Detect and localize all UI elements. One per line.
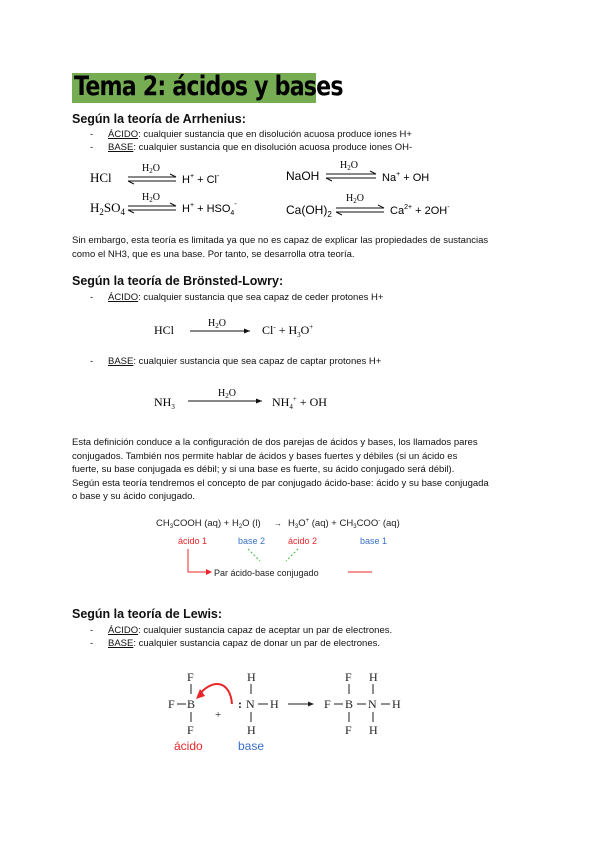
text-line: como el NH3, que es una base. Por tanto, se desarrolla otra teoría. — [72, 248, 355, 260]
text-line: o base y su ácido conjugado. — [72, 491, 196, 502]
base-definition: : cualquier sustancia capaz de donar un par de electrones. — [133, 638, 380, 649]
svg-text:H2O: $H_2O$ — [218, 388, 236, 400]
acid-term: ÁCIDO — [108, 292, 139, 303]
lewis-acid-item: - ÁCIDO: cualquier sustancia capaz de aceptar un par de electrones. — [90, 625, 393, 636]
svg-text:H2O: $H_2O$ — [340, 160, 358, 172]
svg-text:F: F — [187, 670, 194, 684]
arrhenius-base-item: - BASE: cualquier sustancia que en disolución acuosa produce iones OH- — [90, 142, 413, 153]
svg-text:H3O+ (aq) + CH3COO- (aq): $H_3O^+$ $(aq) + CH_3COO^-$ (aq) — [288, 518, 400, 530]
lewis-base-label: base — [238, 739, 265, 753]
svg-text:B: B — [345, 697, 354, 711]
svg-text:NH4+ + OH: $NH_4^+$ + OH — [272, 395, 327, 411]
svg-text:F: F — [187, 723, 194, 737]
bronsted-acid-equation — [150, 314, 370, 344]
base-definition: : cualquier sustancia que en disolución acuosa produce iones OH- — [133, 142, 413, 153]
base1-label: base 1 — [360, 536, 388, 546]
svg-text:H: H — [247, 723, 256, 737]
base-term: BASE — [108, 142, 134, 153]
svg-text:H: H — [369, 723, 378, 737]
svg-text:+: + — [215, 709, 222, 721]
svg-text:Ca(OH)2: $Ca(OH)_2$ — [286, 203, 332, 219]
bronsted-base-item: - BASE: cualquier sustancia que sea capaz de captar protones H+ — [90, 356, 382, 367]
acid-definition: : cualquier sustancia que sea capaz de ceder protones H+ — [138, 292, 384, 303]
text-line: conjugados. También nos permite hablar de ácidos y bases fuertes y débiles (si un ácido es — [72, 450, 458, 462]
svg-text::: : — [238, 697, 242, 711]
svg-text:F: F — [168, 697, 175, 711]
lewis-acid-label: ácido — [174, 739, 203, 753]
base-definition: : cualquier sustancia que sea capaz de captar protones H+ — [133, 356, 382, 367]
svg-text:H: H — [247, 670, 256, 684]
svg-text:CH3COOH (aq) + H2O (l): $CH_3COOH$ $(aq) + H_2O$ (l) — [156, 518, 261, 530]
bronsted-acid-item: - ÁCIDO: cualquier sustancia que sea capaz de ceder protones H+ — [90, 292, 384, 303]
text-line: fuerte, su base conjugada es débil; y si una base es fuerte, su ácido conjugado será débil). — [72, 464, 455, 475]
arrhenius-equations — [86, 156, 486, 226]
arrhenius-note — [72, 234, 542, 261]
svg-text:Ca2+ + 2OH-: $Ca^{2+} + 2OH^-$ — [390, 204, 450, 217]
svg-text:Cl- + H3O+: $Cl^- + H_3O^+$ — [262, 323, 314, 339]
bronsted-base-equation — [150, 384, 370, 414]
pair-label: Par ácido-base conjugado — [214, 568, 319, 578]
svg-text:F: F — [324, 697, 331, 711]
svg-text:H2O: $H_2O$ — [142, 192, 160, 204]
acid-term: ÁCIDO — [108, 625, 139, 636]
svg-text:F: F — [345, 670, 352, 684]
svg-text:H: H — [392, 697, 401, 711]
svg-text:N: N — [368, 697, 377, 711]
svg-text:→: → — [274, 519, 282, 528]
text-line: Esta definición conduce a la configuración de dos parejas de ácidos y bases, los llamados pares — [72, 437, 478, 448]
base2-label: base 2 — [238, 536, 266, 546]
acid-definition: : cualquier sustancia que en disolución acuosa produce iones H+ — [138, 129, 412, 140]
svg-text:NH3: $NH_3$ — [154, 395, 175, 411]
svg-text:NaOH: NaOH — [286, 169, 320, 183]
lewis-heading: Según la teoría de Lewis: — [72, 607, 223, 621]
svg-text:H2O: $H_2O$ — [346, 193, 364, 205]
arrhenius-heading: Según la teoría de Arrhenius: — [72, 112, 246, 126]
svg-text:H: H — [369, 670, 378, 684]
acid2-label: ácido 2 — [288, 536, 318, 546]
text-line: Sin embargo, esta teoría es limitada ya que no es capaz de explicar las propiedades de sustancias — [72, 235, 489, 246]
svg-text:HCl: HCl — [154, 323, 175, 337]
svg-text:N: N — [246, 697, 255, 711]
svg-text:F: F — [345, 723, 352, 737]
acid1-label: ácido 1 — [178, 536, 208, 546]
acid-definition: : cualquier sustancia capaz de aceptar un par de electrones. — [138, 625, 393, 636]
base-term: BASE — [108, 356, 134, 367]
bronsted-heading: Según la teoría de Brönsted-Lowry: — [72, 274, 284, 288]
svg-text:HCl: HCl — [90, 170, 112, 185]
text-line: Según esta teoría tendremos el concepto de par conjugado ácido-base: ácido y su base conjugada — [72, 477, 489, 489]
base-term: BASE — [108, 638, 134, 649]
lewis-base-item: - BASE: cualquier sustancia capaz de donar un par de electrones. — [90, 638, 380, 649]
svg-text:H2O: $H_2O$ — [142, 163, 160, 175]
acid-term: ÁCIDO — [108, 129, 139, 140]
svg-text:Na+ + OH: Na+ + OH — [382, 171, 430, 184]
arrhenius-acid-item: - ÁCIDO: cualquier sustancia que en disolución acuosa produce iones H+ — [90, 129, 412, 140]
svg-text:H: H — [270, 697, 279, 711]
conjugate-pairs-diagram — [150, 508, 430, 584]
svg-text:H2O: $H_2O$ — [208, 318, 226, 330]
bronsted-paragraph — [72, 436, 542, 504]
svg-text:H2SO4: $H_2SO_4$ — [90, 200, 126, 217]
lewis-diagram — [160, 660, 410, 760]
page-title: Tema 2: ácidos y bases — [74, 71, 343, 102]
svg-text:B: B — [187, 697, 196, 711]
svg-text:H+ + HSO4-: $H^+ + HSO_4^-$ — [182, 201, 237, 217]
svg-text:H+ + Cl-: H+ + Cl- — [182, 173, 220, 186]
